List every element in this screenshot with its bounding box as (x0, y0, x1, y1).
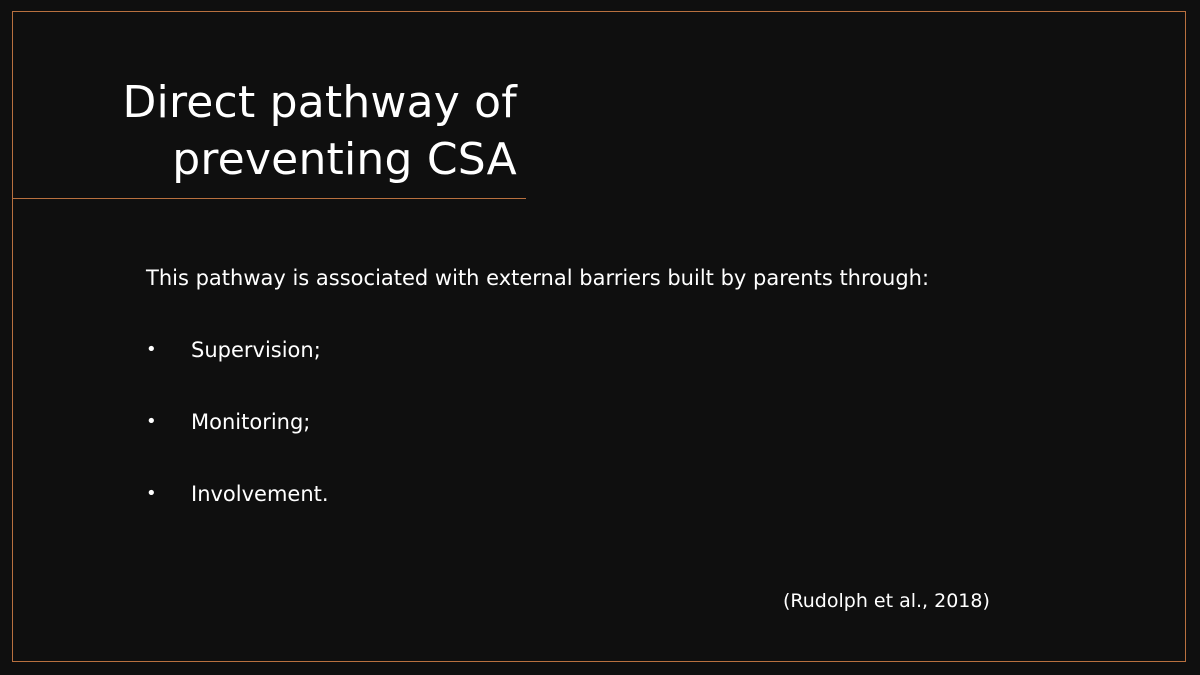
citation: (Rudolph et al., 2018) (783, 590, 990, 612)
title-line-1: Direct pathway of (122, 77, 517, 128)
bullet-text: Monitoring; (191, 410, 311, 434)
intro-text: This pathway is associated with external barriers built by parents through: (146, 266, 930, 290)
title-divider (12, 198, 526, 199)
title-line-2: preventing CSA (172, 134, 517, 185)
bullet-marker: • (146, 411, 157, 432)
bullet-text: Supervision; (191, 338, 321, 362)
bullet-marker: • (146, 339, 157, 360)
bullet-marker: • (146, 483, 157, 504)
slide-title (122, 74, 517, 188)
bullet-text: Involvement. (191, 482, 329, 506)
